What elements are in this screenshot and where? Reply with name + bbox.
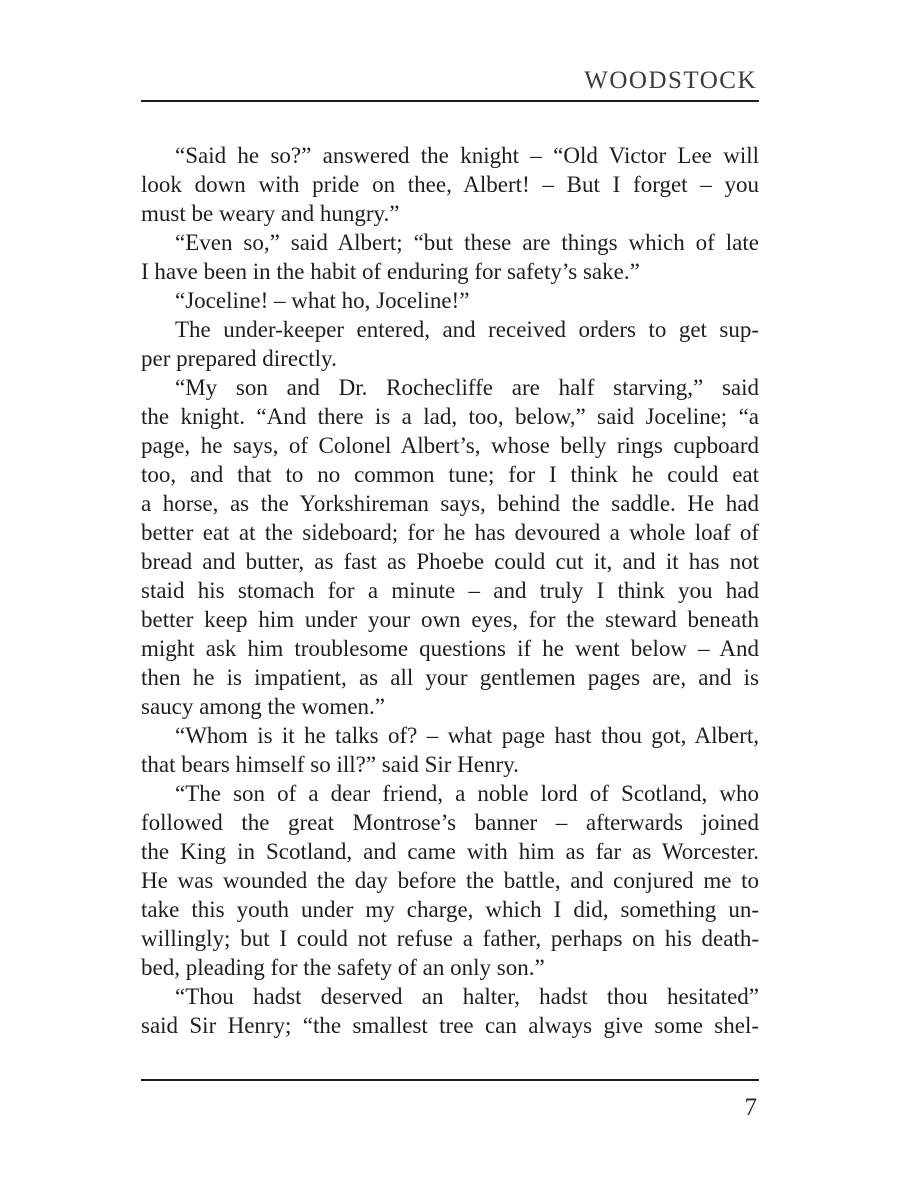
- text-line: said Sir Henry; “the smallest tree can always give some shel-: [141, 1013, 759, 1038]
- text-line: The under-keeper entered, and received orders to get sup-: [175, 317, 759, 342]
- text-line: bread and butter, as fast as Phoebe could cut it, and it has not: [141, 549, 759, 574]
- text-line: look down with pride on thee, Albert! – But I forget – you: [141, 172, 759, 197]
- text-line: “The son of a dear friend, a noble lord of Scotland, who: [175, 781, 759, 806]
- page-number: 7: [744, 1094, 757, 1121]
- text-line: followed the great Montrose’s banner – afterwards joined: [141, 810, 759, 835]
- text-line: might ask him troublesome questions if he went below – And: [141, 636, 759, 661]
- text-line: per prepared directly.: [141, 346, 337, 371]
- text-line: that bears himself so ill?” said Sir Henry.: [141, 752, 519, 777]
- text-line: take this youth under my charge, which I did, something un-: [141, 897, 759, 922]
- running-head: WOODSTOCK: [584, 67, 757, 94]
- text-line: “Even so,” said Albert; “but these are things which of late: [175, 230, 759, 255]
- text-line: He was wounded the day before the battle, and conjured me to: [141, 868, 759, 893]
- text-line: I have been in the habit of enduring for safety’s sake.”: [141, 259, 640, 284]
- text-line: “Said he so?” answered the knight – “Old Victor Lee will: [175, 143, 759, 168]
- text-line: too, and that to no common tune; for I think he could eat: [141, 462, 759, 487]
- text-line: “Thou hadst deserved an halter, hadst thou hesitated”: [175, 984, 759, 1009]
- text-line: must be weary and hungry.”: [141, 201, 400, 226]
- text-line: the knight. “And there is a lad, too, below,” said Joceline; “a: [141, 404, 759, 429]
- text-line: the King in Scotland, and came with him as far as Worcester.: [141, 839, 759, 864]
- text-line: willingly; but I could not refuse a father, perhaps on his death-: [141, 926, 759, 951]
- text-line: “Joceline! – what ho, Joceline!”: [175, 288, 470, 313]
- text-line: “Whom is it he talks of? – what page hast thou got, Albert,: [175, 723, 759, 748]
- text-line: saucy among the women.”: [141, 694, 385, 719]
- text-line: a horse, as the Yorkshireman says, behind the saddle. He had: [141, 491, 759, 516]
- footer-rule: [141, 1079, 759, 1081]
- text-line: page, he says, of Colonel Albert’s, whose belly rings cupboard: [141, 433, 759, 458]
- text-line: then he is impatient, as all your gentlemen pages are, and is: [141, 665, 759, 690]
- text-line: better keep him under your own eyes, for the steward beneath: [141, 607, 759, 632]
- text-line: bed, pleading for the safety of an only son.”: [141, 955, 545, 980]
- text-line: better eat at the sideboard; for he has devoured a whole loaf of: [141, 520, 759, 545]
- text-line: “My son and Dr. Rochecliffe are half starving,” said: [175, 375, 759, 400]
- header-rule: [141, 100, 759, 102]
- text-line: staid his stomach for a minute – and truly I think you had: [141, 578, 759, 603]
- body-text: [141, 141, 759, 1040]
